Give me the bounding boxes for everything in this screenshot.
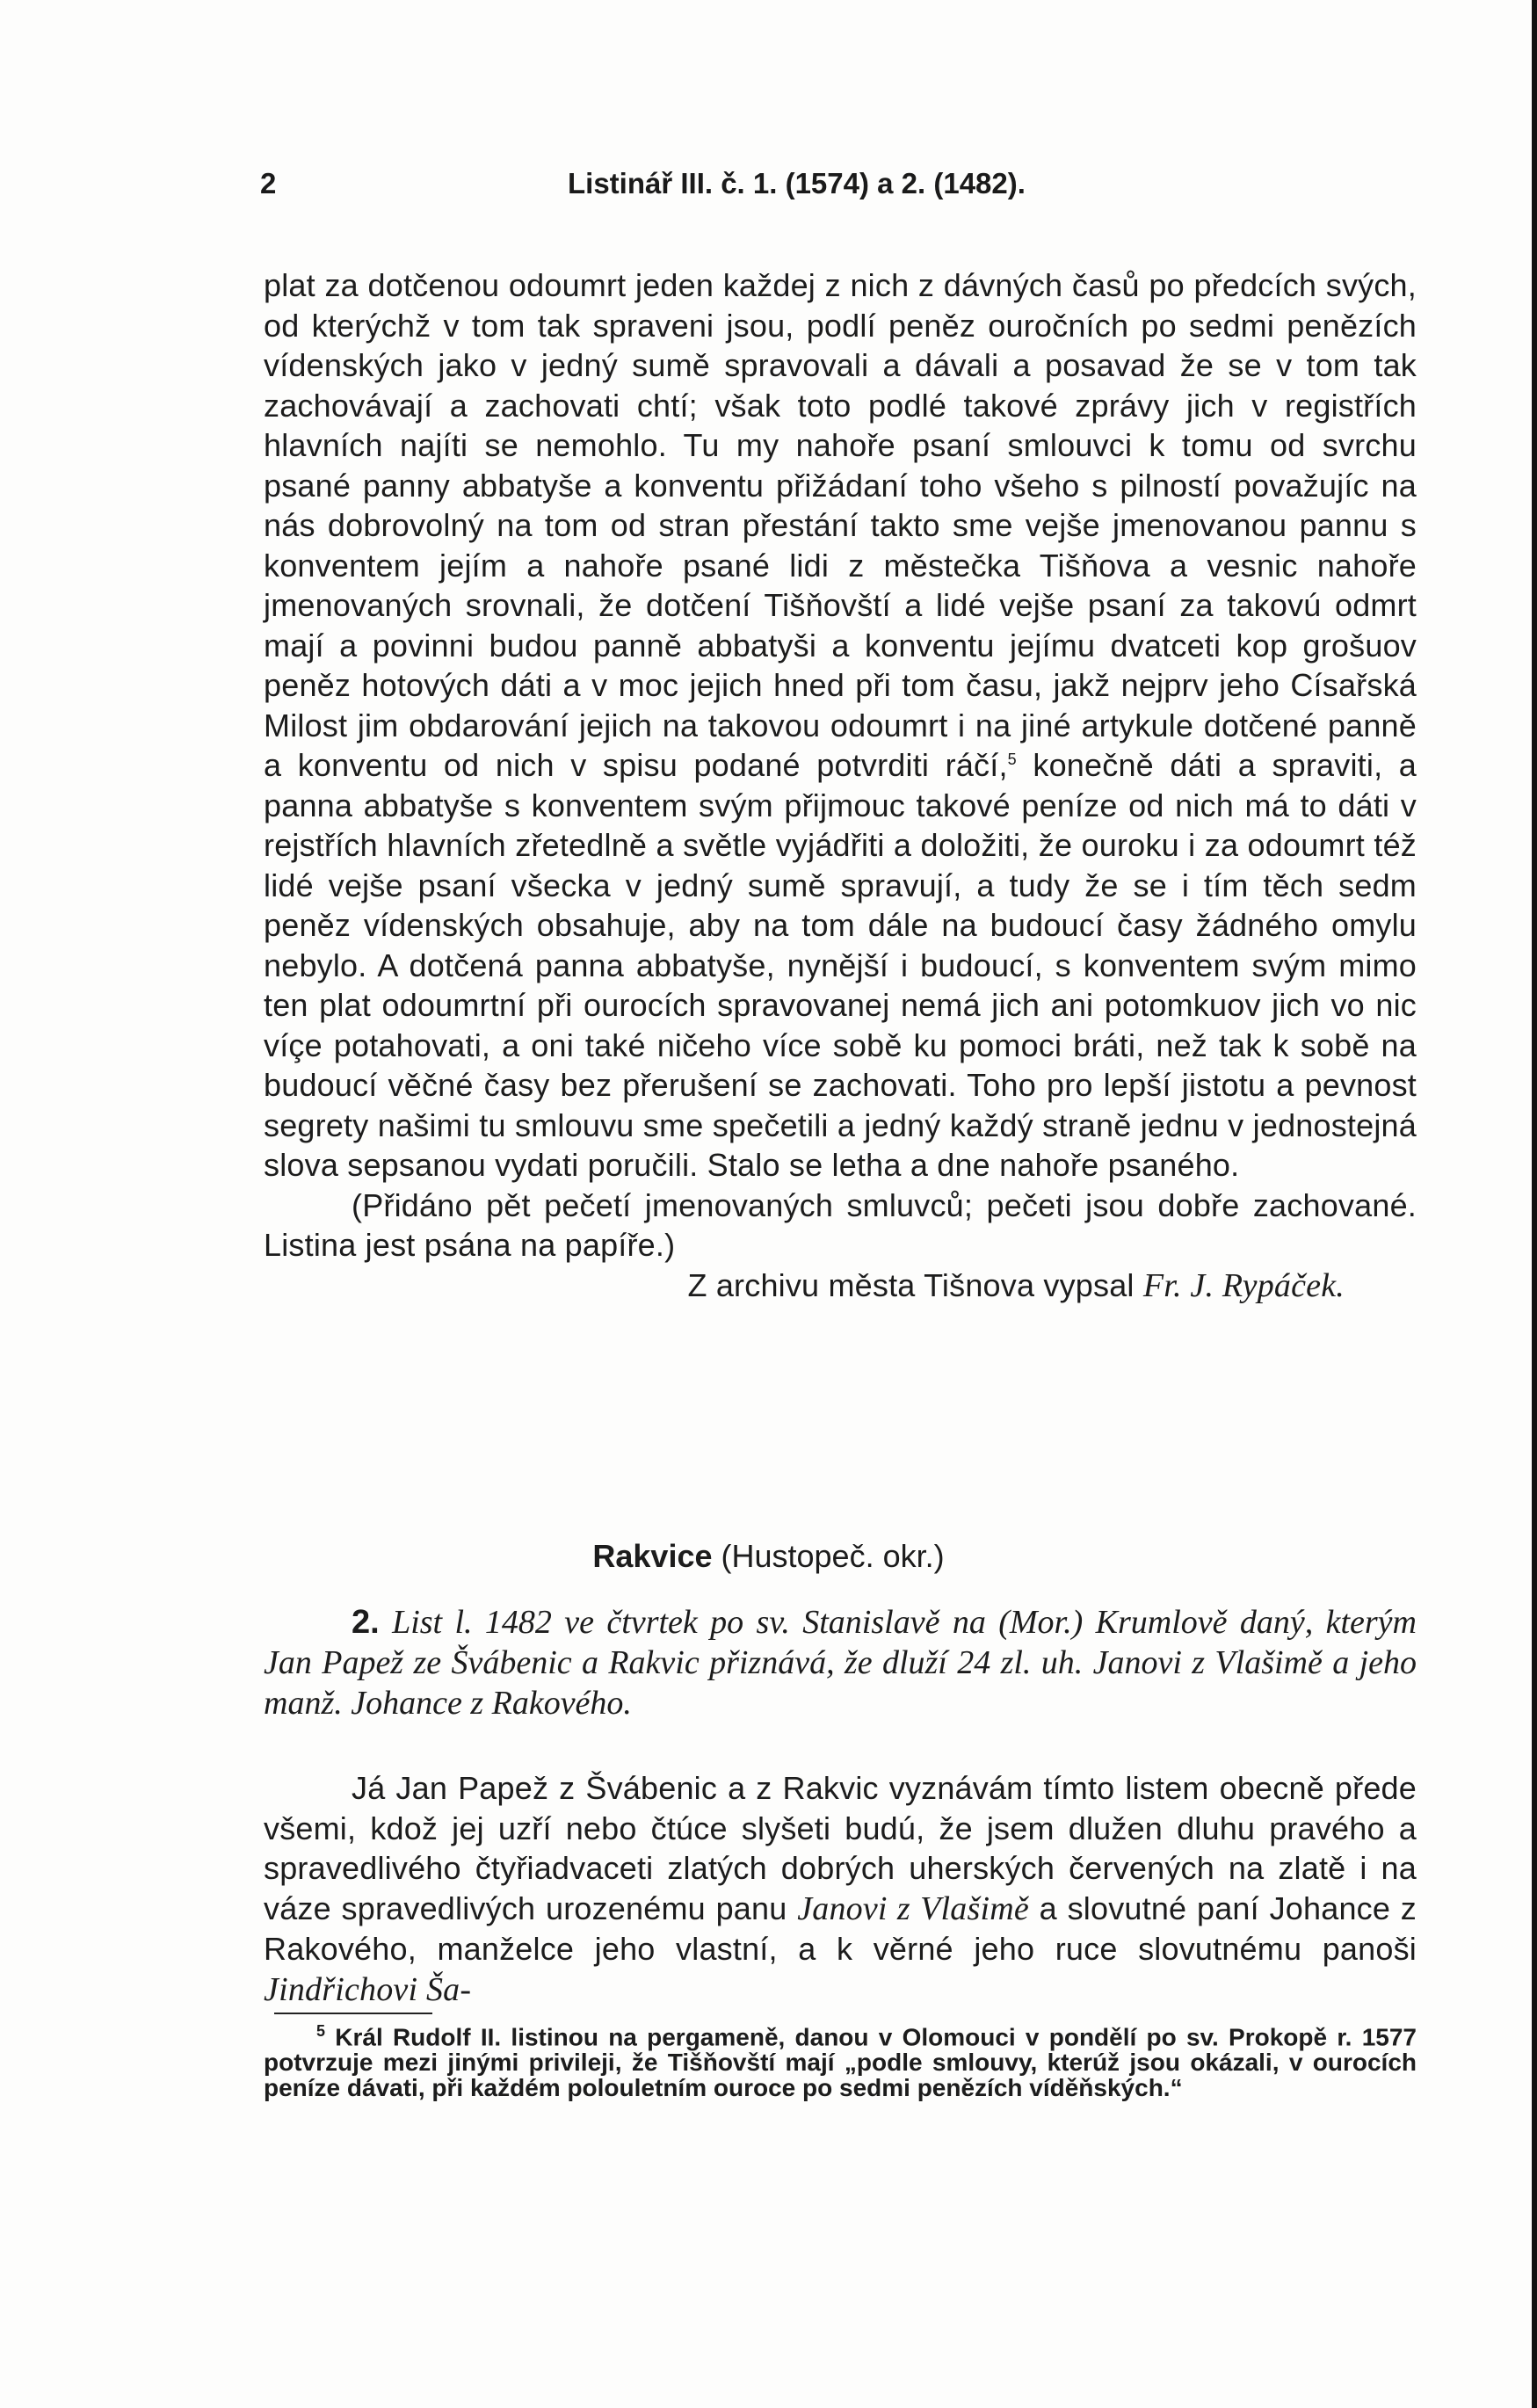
body-text-b: a slovutné paní Johance z Rakového, manželce jeho vlastní, a k věrné jeho ruce slovutnému panoši	[264, 1889, 1417, 1967]
document-2-number: 2.	[352, 1604, 380, 1641]
signature-prefix: Z archivu města Tišnova vypsal	[687, 1266, 1143, 1303]
body-before-footnote-ref: plat za dotčenou odoumrt jeden každej z nich z dávných časů po předcích svých, od kterýchž v tom tak spraveni jsou, podlí peněz ouročních po sedmi penězích vídenských jako v jedný sumě spravovali a dávali a posavad že se v tom tak zachovávají a zachovati chtí; však toto podlé takové zprávy jich v registřích hlavních najíti se nemohlo. Tu my nahoře psaní smlouvci k tomu od svrchu psané panny abbatyše a konventu přižádaní toho všeho s pilností považujíc na nás dobrovolný na tom od stran přestání takto sme vejše jmenovanou pannu s konventem jejím a nahoře psané lidi z městečka Tišňova a vesnic nahoře jmenovaných srovnali, že dotčení Tišňovští a lidé vejše psaní za takovú odmrt mají a povinni budou panně abbatyši a konventu jejímu dvatceti kop grošuov peněz hotových dáti a v moc jejich hned při tom času, jakž nejprv jeho Císařská Milost jim obdarování jejich na takovou odoumrt i na jiné artykule dotčené panně a konventu od nich v spisu podané potvrditi ráčí,	[264, 267, 1417, 783]
signature-name: Fr. J. Rypáček.	[1142, 1266, 1345, 1304]
footnote-separator	[274, 2013, 432, 2014]
running-title: Listinář III. č. 1. (1574) a 2. (1482).	[568, 167, 1026, 199]
document-2-text	[264, 1768, 1417, 2010]
footnote-mark: 5	[316, 2022, 326, 2040]
person-name-jindrichovi: Jindřichovi Ša-	[264, 1970, 472, 2008]
footnote	[264, 2019, 1417, 2100]
archive-signature	[264, 1266, 1417, 1307]
footnote-text: Král Rudolf II. listinou na pergameně, danou v Olomouci v pondělí po sv. Prokopě r. 1577 potvrzuje mezi jinými privileji, že Tišňovští mají „podle smlouvy, kterúž jsou okázali, v ourocích peníze dávati, při každém polouletním ouroce po sedmi penězích víděňských.“	[264, 2023, 1417, 2102]
footnote-reference: 5	[1007, 751, 1017, 768]
document-1-text	[264, 265, 1417, 1306]
editorial-note: (Přidáno pět pečetí jmenovaných smluvců; pečeti jsou dobře zachované. Listina jest psána na papíře.)	[264, 1186, 1417, 1263]
page-header	[260, 167, 1218, 211]
section-place: Rakvice	[592, 1538, 713, 1574]
section-district: (Hustopeč. okr.)	[712, 1538, 945, 1574]
page-number: 2	[260, 167, 277, 199]
body-text-a: Já Jan Papež z Švábenic a z Rakvic vyznávám tímto listem obecně přede všemi, kdož jej uzří nebo čtúce slyšeti budú, že jsem dlužen dluhu pravého a spravedlivého čtyřiadvaceti zlatých dobrých uherských červených na zlatě i na váze spravedlivých urozenému panu	[264, 1770, 1417, 1926]
regest-text: List l. 1482 ve čtvrtek po sv. Stanislavě na (Mor.) Krumlově daný, kterým Jan Papež ze Švábenic a Rakvic přiznává, že dluží 24 zl. uh. Janovi z Vlašimě a jeho manž. Johance z Rakového.	[264, 1604, 1417, 1722]
section-heading	[0, 1538, 1537, 1575]
document-2-body	[264, 1768, 1417, 2010]
body-after-footnote-ref: konečně dáti a spraviti, a panna abbatyše s konventem svým přijmouc takové peníze od nich má to dáti v rejstřích hlavních zřetedlně a světle vyjádřiti a doložiti, že ouroku i za odoumrt též lidé vejše psaní všeckа v jedný sumě spravují, a tudy že se i tím těch sedm peněz vídenských obsahuje, aby na tom dále na budoucí časy žádného omylu nebylo. A dotčená panna abbatyše, nynější i budoucí, s konventem svým mimo ten plat odoumrtní při ourocích spravovanej nemá jich ani potomkuov jich vo nic víçe potahovati, a oni také ničeho více sobě ku pomoci bráti, než tak k sobě na budoucí věčné časy bez přerušení se zachovati. Toho pro lepší jistotu a pevnost segrety našimi tu smlouvu sme spečetili a jedný každý straně jednu v jednostejná slova sepsanou vydati poručili. Stalo se letha a dne nahoře psaného.	[264, 747, 1417, 1183]
document-2-regest	[264, 1602, 1417, 1723]
person-name-janovi: Janovi z Vlašimě	[797, 1889, 1029, 1927]
document-1-body	[264, 265, 1417, 1186]
